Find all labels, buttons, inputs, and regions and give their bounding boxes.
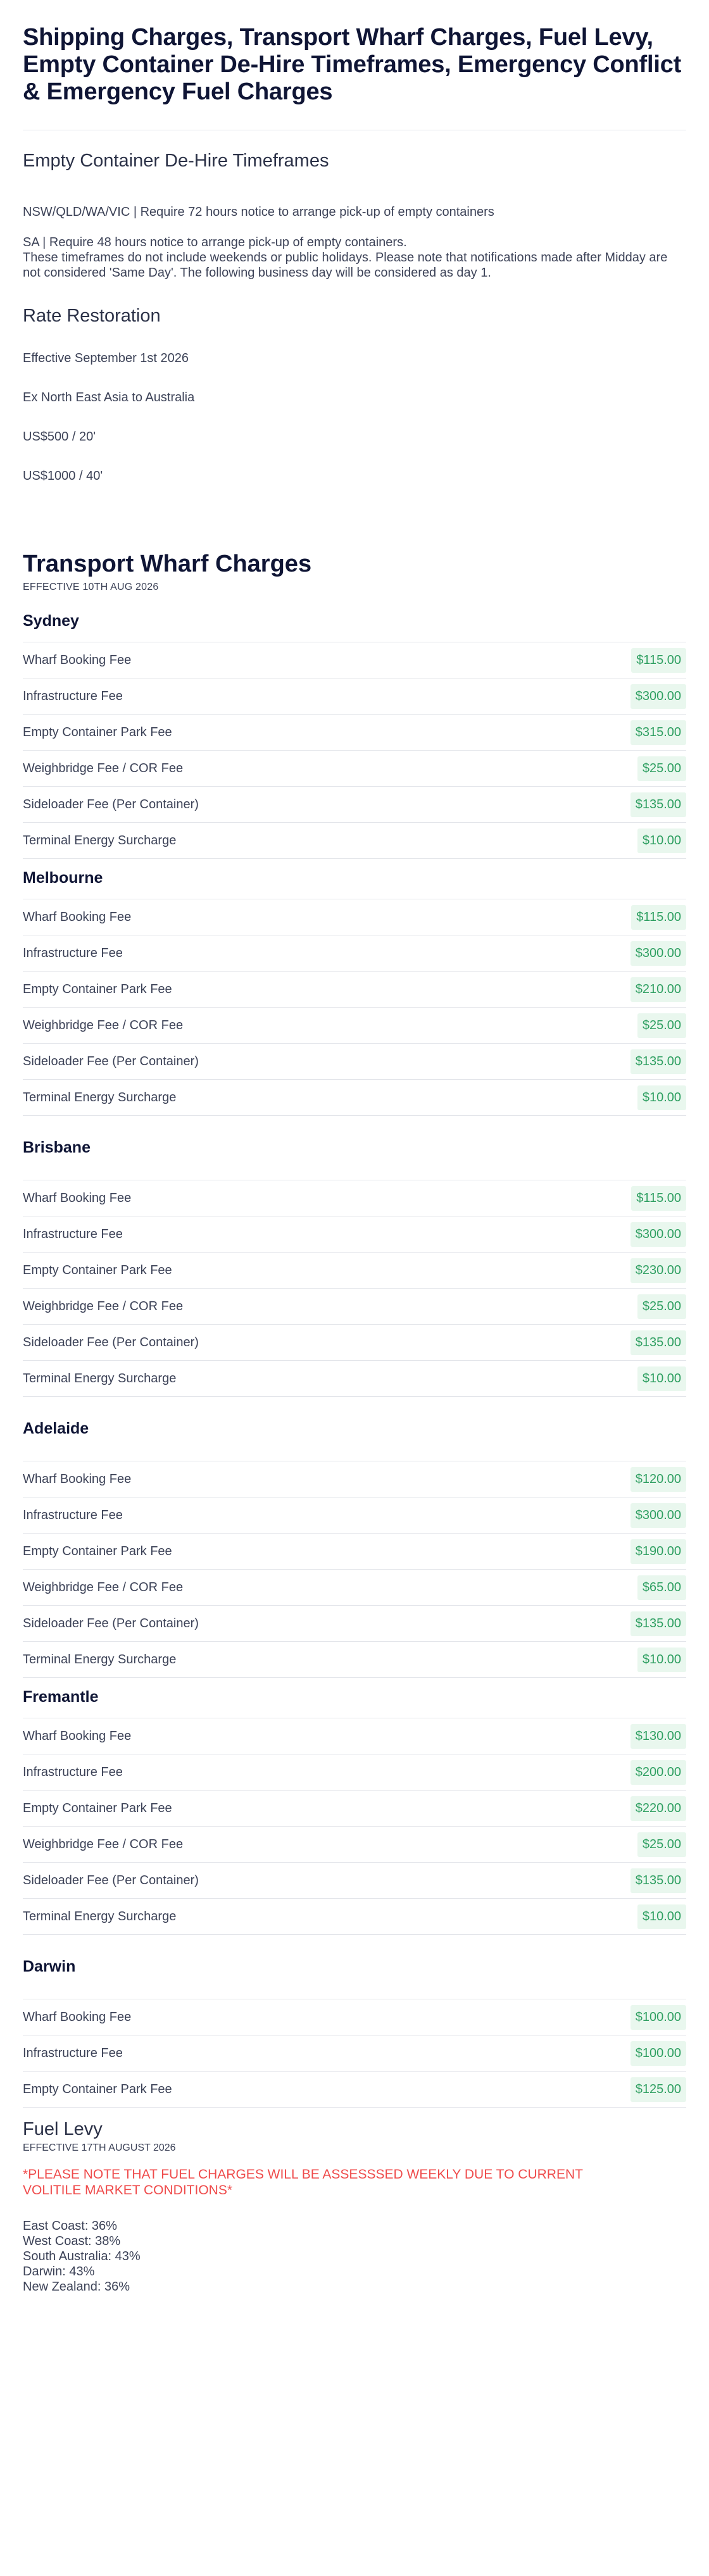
fee-row [23, 1180, 686, 1216]
fee-table [23, 899, 686, 1116]
fee-row [23, 1497, 686, 1534]
fee-row [23, 1791, 686, 1827]
city-heading: Darwin [23, 1958, 76, 1975]
fuel-levy-item: South Australia: 43% [23, 2249, 141, 2263]
fee-row [23, 787, 686, 823]
fee-price-badge: $115.00 [631, 1186, 686, 1211]
fee-price-badge: $25.00 [637, 1294, 686, 1319]
fee-price-badge: $25.00 [637, 1013, 686, 1038]
fee-table [23, 1718, 686, 1935]
rate-restoration-line: US$500 / 20' [23, 430, 96, 444]
fee-label: Wharf Booking Fee [23, 910, 132, 924]
fee-price-badge: $115.00 [631, 648, 686, 673]
fee-price-badge: $135.00 [631, 1868, 686, 1893]
fee-row [23, 1361, 686, 1397]
fee-label: Wharf Booking Fee [23, 1191, 132, 1205]
fee-price-badge: $10.00 [637, 1366, 686, 1391]
fee-row [23, 1642, 686, 1678]
fee-row [23, 1044, 686, 1080]
fee-row [23, 1325, 686, 1361]
fee-row [23, 1080, 686, 1116]
fee-price-badge: $135.00 [631, 1611, 686, 1636]
fee-label: Terminal Energy Surcharge [23, 1371, 177, 1385]
dehire-notice-detail: These timeframes do not include weekends or public holidays. Please note that notifications made after Midday are not considered 'Same Day'. The following business day will be considered as day 1. [23, 251, 668, 280]
fee-label: Empty Container Park Fee [23, 1263, 172, 1277]
fuel-levy-list [23, 2218, 686, 2294]
fuel-levy-item: East Coast: 36% [23, 2219, 117, 2233]
fee-price-badge: $25.00 [637, 1832, 686, 1857]
wharf-heading: Transport Wharf Charges [23, 551, 312, 577]
fee-label: Empty Container Park Fee [23, 982, 172, 996]
fee-row [23, 1718, 686, 1754]
fee-label: Sideloader Fee (Per Container) [23, 1616, 199, 1630]
fee-label: Empty Container Park Fee [23, 1544, 172, 1558]
fuel-levy-item: New Zealand: 36% [23, 2280, 130, 2294]
fee-row [23, 1606, 686, 1642]
fee-row [23, 1534, 686, 1570]
fee-label: Infrastructure Fee [23, 1765, 123, 1779]
fee-row [23, 1899, 686, 1935]
fee-row [23, 678, 686, 715]
fee-price-badge: $120.00 [631, 1467, 686, 1492]
city-heading: Brisbane [23, 1139, 91, 1156]
fee-label: Wharf Booking Fee [23, 1729, 132, 1743]
dehire-notice-sa: SA | Require 48 hours notice to arrange pick-up of empty containers. [23, 235, 407, 249]
page-title: Shipping Charges, Transport Wharf Charges, Fuel Levy, Empty Container De-Hire Timeframes, Emergency Conflict & Emergency Fuel Charges [23, 24, 682, 105]
fee-label: Weighbridge Fee / COR Fee [23, 1018, 184, 1032]
fee-price-badge: $200.00 [631, 1760, 686, 1785]
fee-label: Empty Container Park Fee [23, 1801, 172, 1815]
fee-row [23, 899, 686, 935]
fee-row [23, 1754, 686, 1791]
fee-price-badge: $300.00 [631, 1503, 686, 1528]
fuel-levy-heading: Fuel Levy [23, 2119, 103, 2139]
dehire-notice-east: NSW/QLD/WA/VIC | Require 72 hours notice to arrange pick-up of empty containers [23, 205, 494, 219]
city-heading: Melbourne [23, 869, 103, 887]
fee-price-badge: $65.00 [637, 1575, 686, 1600]
dehire-heading: Empty Container De-Hire Timeframes [23, 151, 329, 171]
fee-table [23, 1999, 686, 2108]
fee-price-badge: $135.00 [631, 1049, 686, 1074]
rate-restoration-line: Ex North East Asia to Australia [23, 391, 195, 404]
fee-label: Empty Container Park Fee [23, 2082, 172, 2096]
fee-row [23, 1570, 686, 1606]
fee-label: Infrastructure Fee [23, 689, 123, 703]
fee-row [23, 1999, 686, 2035]
fuel-levy-item: Darwin: 43% [23, 2265, 95, 2279]
fee-price-badge: $130.00 [631, 1724, 686, 1749]
fee-price-badge: $100.00 [631, 2041, 686, 2066]
fee-label: Terminal Energy Surcharge [23, 1090, 177, 1104]
fuel-levy-item: West Coast: 38% [23, 2234, 121, 2248]
city-heading: Adelaide [23, 1420, 89, 1437]
fee-price-badge: $315.00 [631, 720, 686, 745]
fee-label: Wharf Booking Fee [23, 2010, 132, 2024]
fee-label: Weighbridge Fee / COR Fee [23, 761, 184, 775]
fee-price-badge: $125.00 [631, 2077, 686, 2102]
fee-price-badge: $10.00 [637, 1904, 686, 1929]
fee-price-badge: $100.00 [631, 2005, 686, 2030]
rate-restoration-heading: Rate Restoration [23, 306, 161, 326]
fee-label: Sideloader Fee (Per Container) [23, 1054, 199, 1068]
fee-price-badge: $220.00 [631, 1796, 686, 1821]
fee-label: Terminal Energy Surcharge [23, 1909, 177, 1923]
rate-restoration-line: Effective September 1st 2026 [23, 351, 189, 365]
fee-price-badge: $210.00 [631, 977, 686, 1002]
fee-row [23, 1461, 686, 1497]
fee-price-badge: $10.00 [637, 1085, 686, 1110]
fee-price-badge: $230.00 [631, 1258, 686, 1283]
fee-row [23, 1008, 686, 1044]
fee-price-badge: $115.00 [631, 905, 686, 930]
fee-row [23, 751, 686, 787]
fee-row [23, 715, 686, 751]
fee-table [23, 642, 686, 859]
fee-label: Wharf Booking Fee [23, 1472, 132, 1486]
fee-row [23, 1253, 686, 1289]
fee-table [23, 1180, 686, 1397]
wharf-city-list [23, 612, 686, 2108]
fee-row [23, 2072, 686, 2108]
fee-row [23, 972, 686, 1008]
fee-price-badge: $135.00 [631, 1330, 686, 1355]
fee-label: Sideloader Fee (Per Container) [23, 1873, 199, 1887]
fee-label: Infrastructure Fee [23, 1508, 123, 1522]
fee-label: Empty Container Park Fee [23, 725, 172, 739]
fuel-levy-effective: EFFECTIVE 17TH AUGUST 2026 [23, 2142, 176, 2153]
fuel-warning: *PLEASE NOTE THAT FUEL CHARGES WILL BE ASSESSSED WEEKLY DUE TO CURRENT VOLITILE MARKET CONDITIONS* [23, 2167, 583, 2198]
fee-label: Weighbridge Fee / COR Fee [23, 1580, 184, 1594]
fee-label: Infrastructure Fee [23, 1227, 123, 1241]
fee-row [23, 1216, 686, 1253]
fee-row [23, 935, 686, 972]
fee-label: Sideloader Fee (Per Container) [23, 797, 199, 811]
fee-price-badge: $25.00 [637, 756, 686, 781]
fee-price-badge: $190.00 [631, 1539, 686, 1564]
rate-restoration-line: US$1000 / 40' [23, 469, 103, 483]
fee-price-badge: $135.00 [631, 792, 686, 817]
fee-label: Terminal Energy Surcharge [23, 1652, 177, 1666]
fee-row [23, 823, 686, 859]
fee-price-badge: $300.00 [631, 684, 686, 709]
fee-price-badge: $300.00 [631, 1222, 686, 1247]
fee-label: Weighbridge Fee / COR Fee [23, 1837, 184, 1851]
fee-label: Sideloader Fee (Per Container) [23, 1335, 199, 1349]
fee-label: Terminal Energy Surcharge [23, 833, 177, 847]
fee-row [23, 1827, 686, 1863]
fee-label: Weighbridge Fee / COR Fee [23, 1299, 184, 1313]
fee-row [23, 642, 686, 678]
city-heading: Sydney [23, 612, 79, 630]
fee-label: Infrastructure Fee [23, 946, 123, 960]
fee-label: Wharf Booking Fee [23, 653, 132, 667]
fee-row [23, 1863, 686, 1899]
city-heading: Fremantle [23, 1688, 99, 1706]
wharf-effective: EFFECTIVE 10TH AUG 2026 [23, 582, 159, 592]
fee-row [23, 2035, 686, 2072]
fee-row [23, 1289, 686, 1325]
fee-price-badge: $300.00 [631, 941, 686, 966]
fee-label: Infrastructure Fee [23, 2046, 123, 2060]
fee-price-badge: $10.00 [637, 828, 686, 853]
fee-table [23, 1461, 686, 1678]
fee-price-badge: $10.00 [637, 1648, 686, 1672]
